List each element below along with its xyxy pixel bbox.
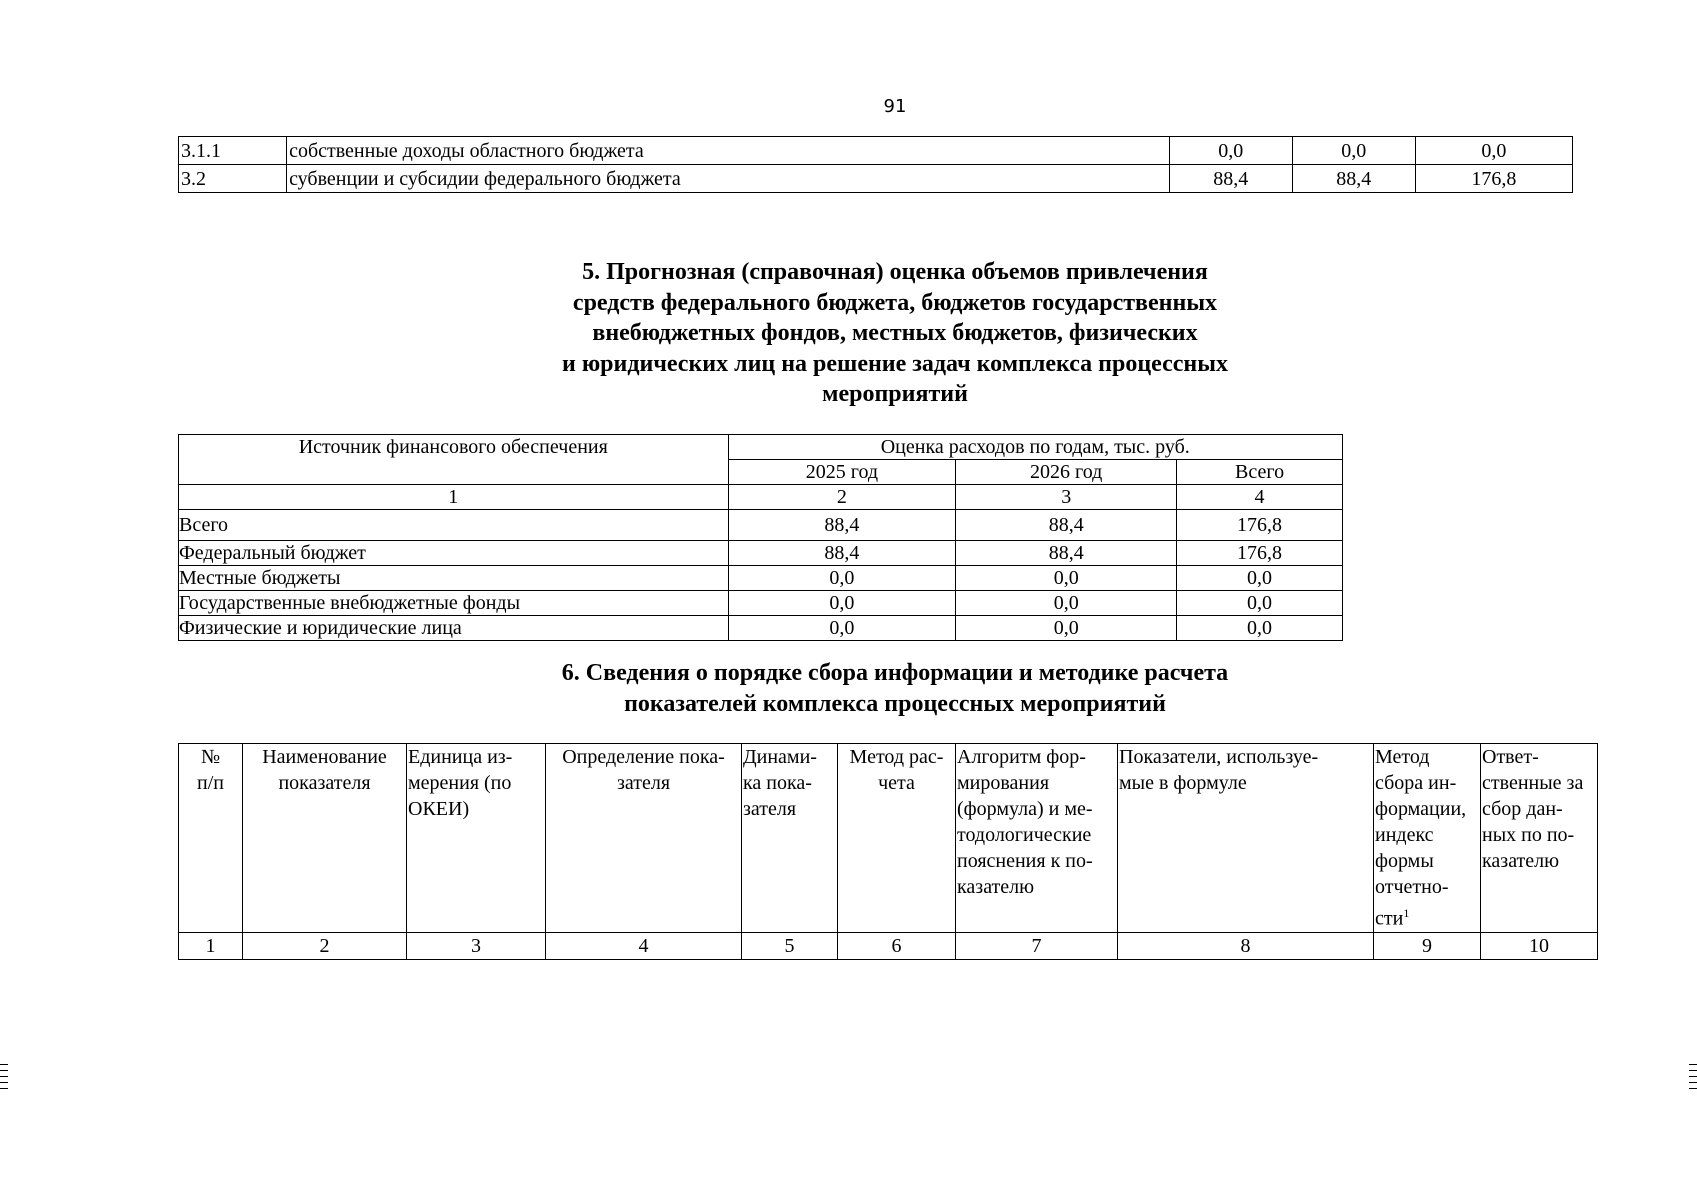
row-value: 176,8 — [1177, 510, 1343, 541]
financing-estimate-table — [178, 434, 1343, 641]
header-line: Наименование — [262, 746, 387, 768]
row-value: 88,4 — [1169, 165, 1292, 193]
header-cell — [956, 744, 1118, 933]
header-line: пояснения к по- — [957, 850, 1093, 872]
header-2026: 2026 год — [956, 460, 1177, 485]
footnote-marker: 1 — [1403, 906, 1410, 920]
table-row — [179, 165, 1573, 193]
header-line: Ответ- — [1482, 746, 1539, 768]
column-number: 3 — [956, 485, 1177, 510]
header-line: зателя — [743, 798, 797, 820]
column-number: 1 — [179, 932, 243, 959]
header-line: сбора ин- — [1375, 772, 1457, 794]
column-number: 1 — [179, 485, 729, 510]
header-line: ка пока- — [743, 772, 812, 794]
row-value: 0,0 — [956, 591, 1177, 616]
header-cell — [742, 744, 838, 933]
header-cell — [838, 744, 956, 933]
header-line: мирования — [957, 772, 1050, 794]
row-name: субвенции и субсидии федерального бюджета — [287, 165, 1170, 193]
title-line: 6. Сведения о порядке сбора информации и методике расчета — [561, 660, 1229, 686]
row-label: Федеральный бюджет — [179, 541, 729, 566]
header-2025: 2025 год — [728, 460, 956, 485]
column-number: 7 — [956, 932, 1118, 959]
header-line-text: сти — [1375, 907, 1404, 930]
header-line: казателю — [957, 876, 1035, 898]
header-cell — [546, 744, 742, 933]
header-cell — [1374, 744, 1481, 933]
header-line: Показатели, используе- — [1119, 746, 1319, 768]
title-line: мероприятий — [822, 381, 968, 407]
header-cell — [1481, 744, 1598, 933]
row-value: 0,0 — [956, 566, 1177, 591]
header-line: отчетно- — [1375, 876, 1449, 898]
column-number: 6 — [838, 932, 956, 959]
row-value: 0,0 — [728, 616, 956, 641]
header-line: Метод рас- — [849, 746, 944, 768]
title-line: 5. Прогнозная (справочная) оценка объемов привлечения — [582, 259, 1208, 285]
indicator-methodology-table — [178, 743, 1598, 960]
row-value: 88,4 — [728, 541, 956, 566]
column-number: 4 — [546, 932, 742, 959]
header-line: индекс — [1375, 824, 1434, 846]
header-line: № — [200, 746, 221, 768]
section-5-title — [420, 257, 1370, 410]
header-line: зателя — [616, 772, 671, 794]
row-value: 0,0 — [1292, 137, 1415, 165]
header-line: п/п — [197, 772, 224, 794]
header-line: чета — [878, 772, 915, 794]
table-row — [179, 541, 1343, 566]
table-row — [179, 510, 1343, 541]
title-line: и юридических лиц на решение задач комплекса процессных — [562, 350, 1228, 377]
page-number: 91 — [883, 96, 907, 117]
column-number: 4 — [1177, 485, 1343, 510]
row-value: 0,0 — [1177, 566, 1343, 591]
row-value: 88,4 — [956, 510, 1177, 541]
header-source: Источник финансового обеспечения — [179, 435, 729, 485]
header-estimate: Оценка расходов по годам, тыс. руб. — [728, 435, 1342, 460]
row-value: 0,0 — [728, 591, 956, 616]
row-label: Государственные внебюджетные фонды — [179, 591, 729, 616]
header-line: Единица из- — [408, 746, 513, 768]
row-label: Всего — [179, 510, 729, 541]
row-value: 0,0 — [1177, 616, 1343, 641]
title-line: средств федерального бюджета, бюджетов государственных — [572, 289, 1218, 316]
budget-sources-table — [178, 136, 1573, 193]
header-line: формы — [1375, 850, 1434, 872]
edge-marks-left — [0, 1064, 8, 1094]
header-line: формации, — [1375, 798, 1467, 820]
column-number: 9 — [1374, 932, 1481, 959]
row-code: 3.1.1 — [179, 137, 287, 165]
table-row — [179, 591, 1343, 616]
header-line: ОКЕИ) — [408, 798, 470, 820]
section-6-title — [420, 658, 1370, 719]
row-value: 0,0 — [728, 566, 956, 591]
column-number: 2 — [243, 932, 407, 959]
header-line: Метод — [1375, 746, 1430, 768]
row-value: 88,4 — [956, 541, 1177, 566]
row-value: 0,0 — [1169, 137, 1292, 165]
column-number: 3 — [407, 932, 546, 959]
row-value: 0,0 — [956, 616, 1177, 641]
header-line: мые в формуле — [1119, 772, 1247, 794]
table-row — [179, 616, 1343, 641]
header-line: показателя — [278, 772, 371, 794]
row-label: Местные бюджеты — [179, 566, 729, 591]
header-cell — [179, 744, 243, 933]
column-number: 8 — [1118, 932, 1374, 959]
table-row — [179, 137, 1573, 165]
edge-marks-right — [1689, 1064, 1697, 1094]
row-label: Физические и юридические лица — [179, 616, 729, 641]
header-line: тодологические — [957, 824, 1092, 846]
column-number: 2 — [728, 485, 956, 510]
header-cell — [1118, 744, 1374, 933]
header-total: Всего — [1177, 460, 1343, 485]
header-line: Алгоритм фор- — [957, 746, 1086, 768]
row-value: 0,0 — [1415, 137, 1572, 165]
row-value: 88,4 — [1292, 165, 1415, 193]
header-line — [1375, 900, 1479, 932]
header-line: сбор дан- — [1482, 798, 1563, 820]
column-number: 10 — [1481, 932, 1598, 959]
header-line: ных по по- — [1482, 824, 1575, 846]
header-line: ственные за — [1482, 772, 1584, 794]
header-line: мерения (по — [408, 772, 512, 794]
table-row — [179, 566, 1343, 591]
row-value: 176,8 — [1177, 541, 1343, 566]
row-value: 88,4 — [728, 510, 956, 541]
header-cell — [243, 744, 407, 933]
title-line: внебюджетных фондов, местных бюджетов, физических — [592, 320, 1198, 346]
header-line: казателю — [1482, 850, 1560, 872]
title-line: показателей комплекса процессных мероприятий — [624, 690, 1166, 717]
row-value: 176,8 — [1415, 165, 1572, 193]
row-name: собственные доходы областного бюджета — [287, 137, 1170, 165]
row-value: 0,0 — [1177, 591, 1343, 616]
row-code: 3.2 — [179, 165, 287, 193]
header-line: Динами- — [743, 746, 817, 768]
header-line: Определение пока- — [562, 746, 725, 768]
header-cell — [407, 744, 546, 933]
header-line: (формула) и ме- — [957, 798, 1093, 820]
column-number: 5 — [742, 932, 838, 959]
